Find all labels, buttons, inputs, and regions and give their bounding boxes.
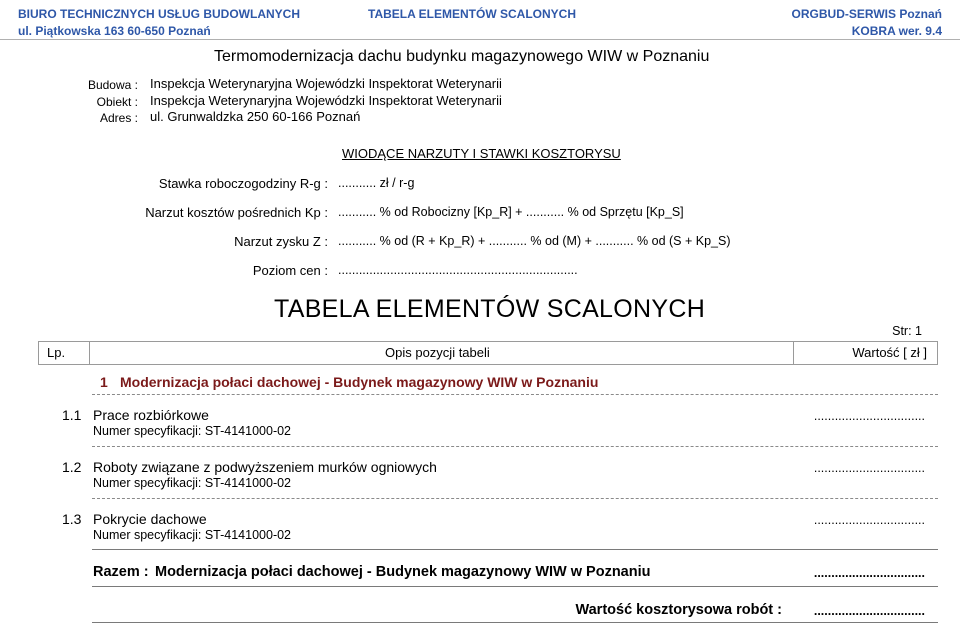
rates-section-title: WIODĄCE NARZUTY I STAWKI KOSZTORYSU <box>342 146 621 161</box>
header-divider <box>0 39 960 40</box>
column-divider <box>89 342 90 364</box>
item-name: Pokrycie dachowe <box>93 511 207 527</box>
item-value: ................................ <box>813 409 925 423</box>
rg-value: ........... zł / r-g <box>338 176 415 190</box>
row-divider <box>92 394 938 395</box>
company-address: ul. Piątkowska 163 60-650 Poznań <box>18 24 211 38</box>
row-divider <box>92 498 938 499</box>
document-type: TABELA ELEMENTÓW SCALONYCH <box>368 7 576 21</box>
item-name: Prace rozbiórkowe <box>93 407 209 423</box>
kp-value: ........... % od Robocizny [Kp_R] + ........... % od Sprzętu [Kp_S] <box>338 205 684 219</box>
item-number: 1.1 <box>62 407 82 423</box>
rg-label: Stawka roboczogodziny R-g : <box>158 176 328 191</box>
razem-label: Razem : <box>93 564 149 580</box>
table-header <box>38 341 938 365</box>
column-header-lp: Lp. <box>47 345 66 360</box>
adres-label: Adres : <box>99 111 138 125</box>
total-value: ................................ <box>813 604 925 618</box>
chapter-title: Modernizacja połaci dachowej - Budynek magazynowy WIW w Poznaniu <box>120 374 599 390</box>
row-divider <box>92 549 938 550</box>
column-header-value: Wartość [ zł ] <box>852 345 927 360</box>
row-divider <box>92 446 938 447</box>
total-label: Wartość kosztorysowa robót : <box>575 602 782 618</box>
item-spec: Numer specyfikacji: ST-4141000-02 <box>93 424 292 438</box>
vendor-name: ORGBUD-SERWIS Poznań <box>791 7 942 21</box>
column-divider <box>793 342 794 364</box>
budowa-label: Budowa : <box>87 78 138 92</box>
z-label: Narzut zysku Z : <box>234 234 328 249</box>
adres-value: ul. Grunwaldzka 250 60-166 Poznań <box>150 109 361 124</box>
page-number: Str: 1 <box>892 324 922 338</box>
kp-label: Narzut kosztów pośrednich Kp : <box>145 205 328 220</box>
company-name: BIURO TECHNICZNYCH USŁUG BUDOWLANYCH <box>18 7 300 21</box>
item-spec: Numer specyfikacji: ST-4141000-02 <box>93 528 292 542</box>
obiekt-value: Inspekcja Weterynaryjna Wojewódzki Inspektorat Weterynarii <box>150 93 502 108</box>
item-value: ................................ <box>813 461 925 475</box>
razem-value: ................................ <box>813 566 925 580</box>
item-spec: Numer specyfikacji: ST-4141000-02 <box>93 476 292 490</box>
z-value: ........... % od (R + Kp_R) + ........... % od (M) + ........... % od (S + Kp_S) <box>338 234 731 248</box>
item-value: ................................ <box>813 513 925 527</box>
item-number: 1.3 <box>62 511 82 527</box>
main-title: TABELA ELEMENTÓW SCALONYCH <box>274 295 706 323</box>
project-title: Termomodernizacja dachu budynku magazynowego WIW w Poznaniu <box>214 48 710 65</box>
budowa-value: Inspekcja Weterynaryjna Wojewódzki Inspektorat Weterynarii <box>150 76 502 91</box>
obiekt-label: Obiekt : <box>96 95 138 109</box>
software-version: KOBRA wer. 9.4 <box>851 24 942 38</box>
column-header-description: Opis pozycji tabeli <box>385 345 490 360</box>
poziom-cen-label: Poziom cen : <box>252 263 328 278</box>
row-divider <box>92 622 938 623</box>
razem-title: Modernizacja połaci dachowej - Budynek magazynowy WIW w Poznaniu <box>155 564 651 580</box>
item-number: 1.2 <box>62 459 82 475</box>
item-name: Roboty związane z podwyższeniem murków ogniowych <box>93 459 437 475</box>
poziom-cen-value: ..................................................................... <box>338 263 578 277</box>
row-divider <box>92 586 938 587</box>
chapter-number: 1 <box>100 374 108 390</box>
